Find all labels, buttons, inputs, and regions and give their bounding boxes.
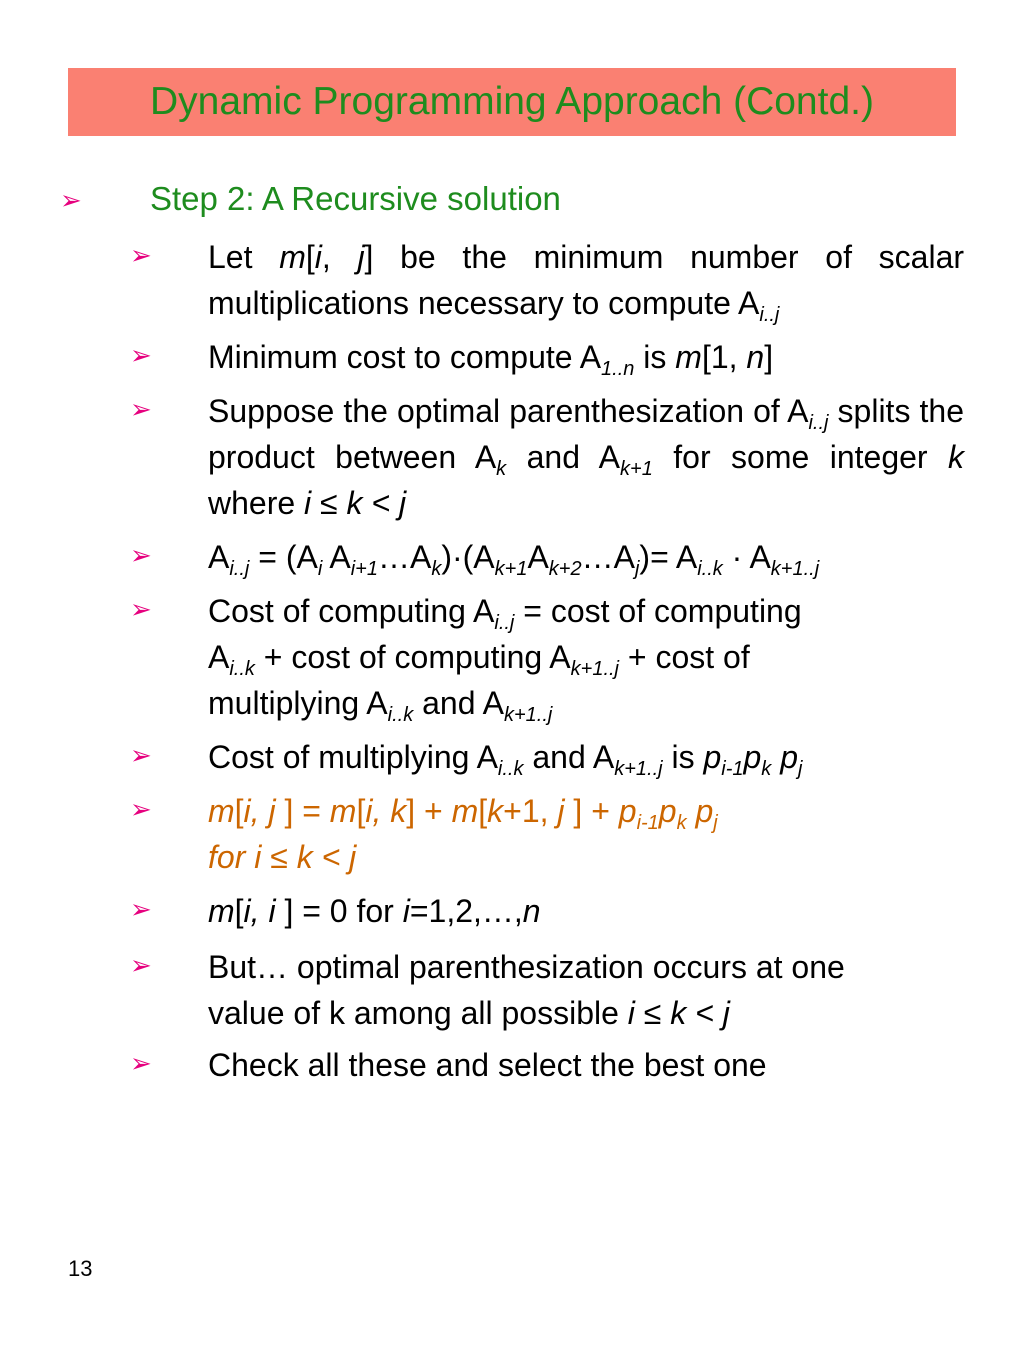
bullet-item-9: But… optimal parenthesization occurs at one value of k among all possible i ≤ k < j bbox=[208, 949, 845, 1031]
recurrence-formula: m[i, j ] = m[i, k] + m[k+1, j ] + $p_{i-1}p_k$ $p_j$ for i ≤ k < j bbox=[208, 793, 718, 875]
bullet-arrow-icon: ➢ bbox=[130, 1049, 152, 1079]
bullet-item-8: m[i, i ] = 0 for i=1,2,…,n bbox=[208, 893, 541, 929]
step-heading: Step 2: A Recursive solution bbox=[150, 180, 561, 217]
bullet-arrow-icon: ➢ bbox=[130, 595, 152, 625]
bullet-item-4: $A_{i..j} = (A_i$ $A_{i+1}\dots A_k)\cdot(A_{k+1}A_{k+2}\dots A_j)= A_{i..k} \cdot A_{k+1..j}$ bbox=[208, 539, 820, 580]
bullet-item-2: Minimum cost to compute $A_{1..n}$ is m[1, n] bbox=[208, 339, 774, 380]
bullet-item-3: Suppose the optimal parenthesization of $A_{i..j}$ splits the product between $A_k$ and $A_{k+1}$ for some integer k where i ≤ k < j bbox=[208, 393, 965, 521]
bullet-item-10: Check all these and select the best one bbox=[208, 1047, 767, 1083]
bullet-arrow-icon: ➢ bbox=[130, 895, 152, 925]
bullet-item-6: Cost of multiplying $A_{i..k}$ and $A_{k+1..j}$ is $p_{i-1}p_k$ $p_j$ bbox=[208, 739, 803, 780]
slide-title-box bbox=[68, 68, 956, 136]
bullet-arrow-icon: ➢ bbox=[130, 795, 152, 825]
bullet-item-5: Cost of computing $A_{i..j} = \cos t$ of computing $A_{i..k} + \cos t$ of computing $A_{k+1..j} + \cos t$ of multiplying $A_{i..k}$ and $A_{k+1..j}$ bbox=[208, 593, 802, 726]
bullet-arrow-icon: ➢ bbox=[130, 395, 152, 425]
bullet-arrow-icon: ➢ bbox=[130, 341, 152, 371]
bullet-arrow-icon: ➢ bbox=[60, 186, 82, 216]
slide-title: Dynamic Programming Approach (Contd.) bbox=[150, 80, 874, 123]
bullet-arrow-icon: ➢ bbox=[130, 241, 152, 271]
bullet-arrow-icon: ➢ bbox=[130, 951, 152, 981]
bullet-arrow-icon: ➢ bbox=[130, 741, 152, 771]
bullet-item-1: Let m[i, j] be the minimum number of scalar multiplications necessary to compute $A_{i..j}$ bbox=[208, 239, 965, 326]
bullet-arrow-icon: ➢ bbox=[130, 541, 152, 571]
page-number: 13 bbox=[68, 1256, 93, 1281]
